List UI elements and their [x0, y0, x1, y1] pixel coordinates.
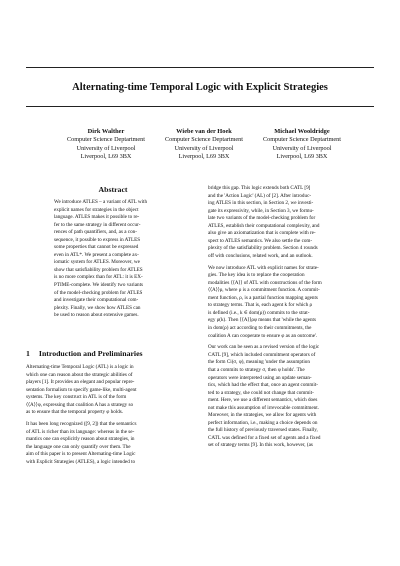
text-line: ing ATLES in this section, in Section 2, we investi-: [208, 200, 314, 207]
text-line: to strategy terms. That is, each agent k for which ρ: [208, 302, 313, 309]
text-line: set of strategy terms [9]. In this work, however, (as: [208, 442, 313, 449]
abstract-body: [54, 199, 177, 320]
text-line: bridge this gap. This logic extends both CATL [9]: [208, 185, 311, 191]
text-line: modalities ⟨⟨A⟩⟩ of ATL with constructions of the form: [208, 279, 322, 286]
text-line: ⟨⟨A⟩⟩ρ, where ρ is a commitment function. A commit-: [208, 287, 320, 294]
text-line: not make this assumption of irrevocable commitment.: [208, 404, 319, 411]
title-rule: [26, 106, 374, 107]
text-line: gate its expressivity, while, in Section 3, we formu-: [208, 207, 314, 214]
text-line: sentation formalism to specify game-like, multi-agent: [26, 386, 137, 393]
author-city: Liverpool, L69 3BX: [80, 152, 132, 160]
text-line: We now introduce ATL with explicit names for strate-: [208, 264, 319, 271]
section-title: Introduction and Preliminaries: [38, 349, 143, 358]
text-line: plexity of the satisfiability problem. Section 4 rounds: [208, 245, 318, 252]
text-line: ment function, ρ, is a partial function mapping agents: [208, 294, 318, 301]
section-number: 1: [26, 349, 30, 358]
abstract-line: plexity. Finally, we show how ATLES can: [54, 304, 141, 311]
abstract-line: language. ATLES makes it possible to re-: [54, 214, 140, 221]
text-line: of ATL is richer than its language: whereas in the se-: [26, 428, 135, 435]
abstract-line: of the model-checking problem for ATLES: [54, 289, 143, 296]
abstract-line: even in ATL*. We present a complete ax-: [54, 251, 139, 258]
author-city: Liverpool, L69 3BX: [178, 152, 230, 160]
paragraph: [208, 265, 380, 340]
abstract-heading: Abstract: [98, 185, 128, 194]
text-line: egy ρ(k). Then ⟨⟨A⟩⟩ρφ means that 'while the agents: [208, 317, 316, 324]
text-line: the form Ci(σ, φ), meaning 'under the assumption: [208, 359, 310, 366]
text-line: systems. The key construct in ATL is of the form: [26, 394, 127, 401]
text-line: players [1]. It provides an elegant and popular repre-: [26, 379, 135, 386]
paragraph: [26, 421, 200, 466]
text-line: Alternating-time Temporal Logic (ATL) is a logic in: [26, 364, 134, 370]
abstract-line: We introduce ATLES – a variant of ATL with: [54, 199, 148, 205]
text-line: mantics one can explicitly reason about strategies, in: [26, 436, 135, 443]
author-name: Wiebe van der Hoek: [176, 128, 232, 135]
text-line: which one can reason about the strategic abilities of: [26, 371, 133, 378]
text-line: Moreover, in the strategies, we allow for agents with: [208, 412, 317, 419]
author-univ: University of Liverpool: [272, 144, 332, 152]
section-heading: [26, 349, 143, 358]
author-city: Liverpool, L69 3BX: [276, 152, 328, 160]
abstract-line: show that satisfiability problem for ATLES: [54, 266, 143, 273]
text-line: spect to ATLES semantics. We also settle the com-: [208, 237, 313, 244]
left-column-body: [26, 364, 200, 470]
text-line: as to ensure that the temporal property φ holds.: [26, 409, 124, 416]
text-line: the full history of previously traversed states. Finally,: [208, 427, 318, 434]
paragraph: [26, 364, 200, 417]
text-line: ⟨⟨A⟩⟩φ, expressing that coalition A has a strategy so: [26, 401, 134, 408]
abstract-line: is no more complex than for ATL: it is EX-: [54, 274, 143, 281]
abstract-line: PTIME-complete. We identify two variants: [54, 282, 144, 289]
abstract-line: fer to the same strategy in different occur-: [54, 221, 141, 228]
text-line: the language one can only quantify over them. The: [26, 443, 131, 450]
paper-title: Alternating-time Temporal Logic with Explicit Strategies: [72, 82, 328, 93]
text-line: ATLES, establish their computational complexity, and: [208, 222, 320, 229]
abstract-line: be used to reason about extensive games.: [54, 312, 139, 319]
text-line: in dom(ρ) act according to their commitments, the: [208, 325, 312, 332]
text-line: operators were interpreted using an update seman-: [208, 374, 312, 381]
text-line: also give an axiomatization that is complete with re-: [208, 230, 316, 237]
text-line: CATL [9], which included commitment operators of: [208, 351, 316, 358]
text-line: Our work can be seen as a revised version of the logic: [208, 344, 320, 351]
text-line: ment. Here, we use a different semantics, which does: [208, 397, 318, 404]
top-rule: [26, 67, 374, 68]
text-line: with Explicit Strategies (ATLES), a logic intended to: [26, 458, 136, 465]
text-line: ted to a strategy, she could not change that commit-: [208, 389, 314, 396]
text-line: tics, which had the effect that, once an agent commit-: [208, 382, 318, 389]
author-univ: University of Liverpool: [76, 144, 136, 152]
text-line: that a commits to strategy σ, then φ holds'. The: [208, 366, 305, 373]
author-dept: Computer Science Deptartment: [164, 136, 243, 144]
paragraph: [208, 185, 380, 260]
abstract-line: some properties that cannot be expressed: [54, 244, 139, 251]
abstract-line: sequence, it possible to express in ATLES: [54, 236, 141, 243]
right-column-body: [208, 185, 380, 454]
paragraph: [208, 344, 380, 450]
text-line: It has been long recognized ([9, 2]) that the semantics: [26, 421, 137, 428]
author-dept: Computer Science Deptartment: [262, 136, 341, 144]
text-line: and the 'Action Logic' (AL) of [2]. After introduc-: [208, 192, 312, 199]
abstract-line: iomatic system for ATLES. Moreover, we: [54, 259, 140, 266]
author-univ: University of Liverpool: [174, 144, 234, 152]
author-block: [242, 128, 362, 161]
text-line: perfect information, i.e., making a choice depends on: [208, 419, 318, 426]
text-line: off with conclusions, related work, and an outlook.: [208, 252, 313, 259]
author-name: Dirk Walther: [87, 128, 125, 135]
author-name: Michael Wooldridge: [274, 128, 330, 135]
text-line: gies. The key idea is to replace the cooperation: [208, 272, 305, 279]
abstract-line: and investigate their computational com-: [54, 297, 139, 304]
text-line: late two variants of the model-checking problem for: [208, 215, 316, 222]
text-line: is defined (i.e., k ∈ dom(ρ)) commits to the strat-: [208, 309, 310, 316]
text-line: aim of this paper is to present Alternating-time Logic: [26, 451, 136, 458]
text-line: CATL was defined for a fixed set of agents and a fixed: [208, 434, 321, 441]
text-line: coalition A can cooperate to ensure φ as an outcome'.: [208, 332, 318, 339]
abstract-line: explicit names for strategies in the object: [54, 206, 139, 213]
abstract-line: rences of path quantifiers, and, as a con-: [54, 229, 137, 236]
author-dept: Computer Science Deptartment: [66, 136, 145, 144]
